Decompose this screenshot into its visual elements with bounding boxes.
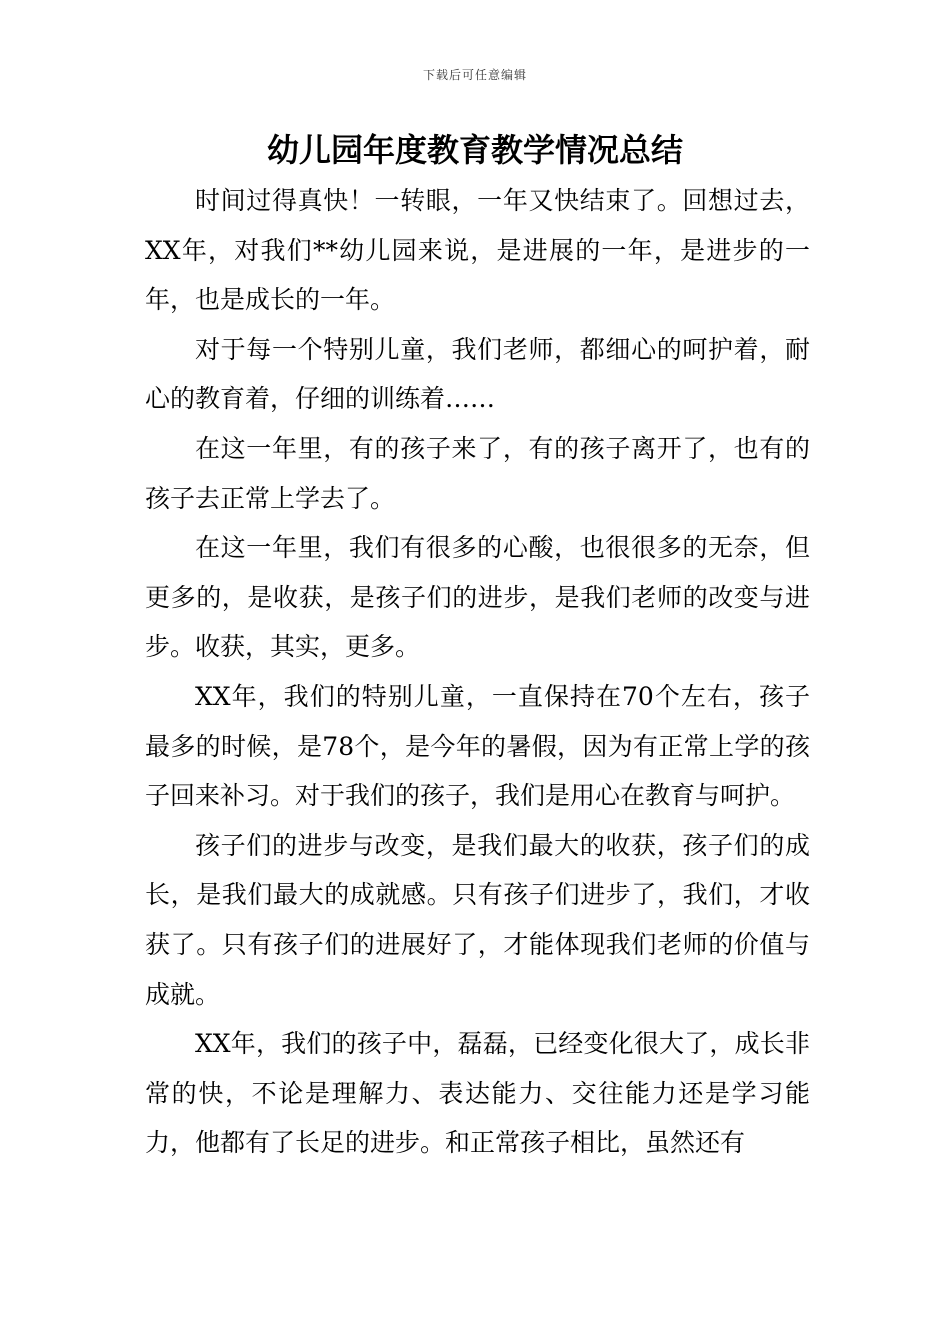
- paragraph-6: 孩子们的进步与改变，是我们最大的收获，孩子们的成长，是我们最大的成就感。只有孩子们进步了，我们，才收获了。只有孩子们的进展好了，才能体现我们老师的价值与成就。: [145, 830, 810, 1009]
- paragraph-3: 在这一年里，有的孩子来了，有的孩子离开了，也有的孩子去正常上学去了。: [145, 433, 810, 513]
- paragraph-7: XX年，我们的孩子中，磊磊，已经变化很大了，成长非常的快，不论是理解力、表达能力、交往能力还是学习能力，他都有了长足的进步。和正常孩子相比，虽然还有: [145, 1029, 810, 1158]
- paragraph-1: 时间过得真快！一转眼，一年又快结束了。回想过去，XX年，对我们**幼儿园来说，是进展的一年，是进步的一年，也是成长的一年。: [145, 186, 810, 315]
- header-note: 下载后可任意编辑: [422, 68, 527, 82]
- paragraph-5: XX年，我们的特别儿童，一直保持在70个左右，孩子最多的时候，是78个，是今年的暑假，因为有正常上学的孩子回来补习。对于我们的孩子，我们是用心在教育与呵护。: [145, 681, 810, 811]
- document-body: [145, 176, 810, 1168]
- paragraph-2: 对于每一个特别儿童，我们老师，都细心的呵护着，耐心的教育着，仔细的训练着……: [145, 334, 810, 414]
- paragraph-4: 在这一年里，我们有很多的心酸，也很很多的无奈，但更多的，是收获，是孩子们的进步，是我们老师的改变与进步。收获，其实，更多。: [145, 533, 810, 662]
- document-title: 幼儿园年度教育教学情况总结: [266, 131, 683, 169]
